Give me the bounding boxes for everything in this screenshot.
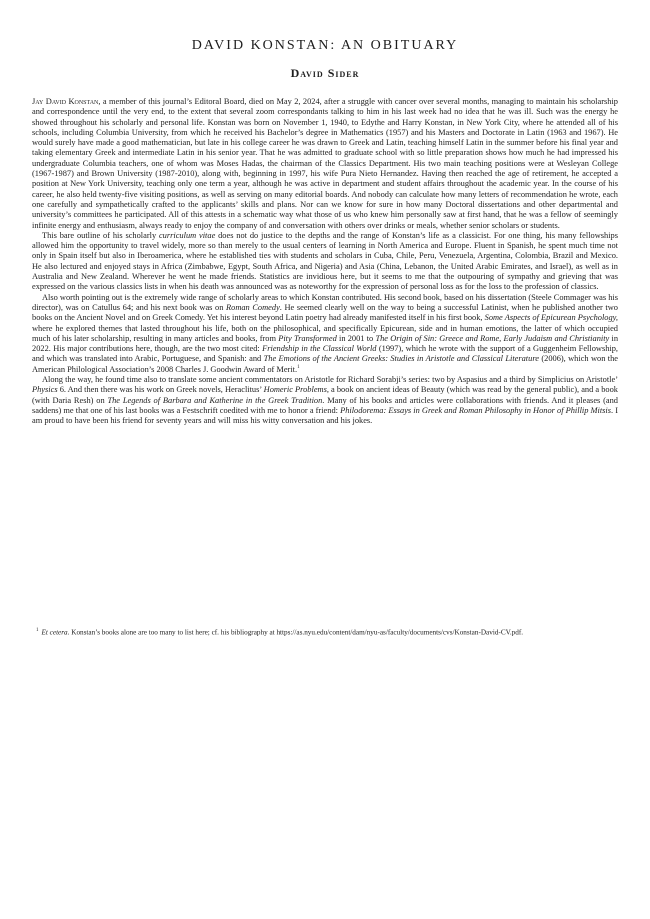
italic-segment: Some Aspects of Epicurean Psychology, [484, 313, 618, 323]
text-segment: where he explored themes that lasted throughout his life, both on the philosophical, and specifically Epicurean, side and in human emotions, the latter of which occupied much of his later scholarship, resulting in many articles and books, from [32, 323, 618, 343]
footnote-mark: 1 [36, 628, 39, 633]
text-segment: does not do justice to the depths and the range of Konstan’s life as a classicist. For one thing, his many fellowships allowed him the opportunity to travel widely, more so than merely to the usual centers of learning in North America and Europe. Fluent in Spanish, he spent much time not only in Spain itself but also in Iberoamerica, where he established ties with students and scholars in Cuba, Chile, Peru, Venezuela, Argentina, Colombia, Brazil and Mexico. He also lectured and enjoyed stays in Africa (Zimbabwe, Egypt, South Africa, and Nigeria) and Asia (China, Lebanon, the United Arabic Emirates, and Israel), as well as in Australia and New Zealand. Wherever he went he made friends. Statistics are invidious here, but it seems to me that the outpouring of sympathy and grieving that was expressed on the various classics lists in when his death was announced was as noteworthy for the expression of personal loss as for the loss to the profession of classics. [32, 230, 618, 292]
footnote-italic: Et cetera [41, 628, 68, 637]
italic-segment: Physics [32, 385, 58, 395]
footnote [32, 626, 618, 637]
article-body [32, 97, 618, 427]
paragraph-4 [32, 375, 618, 426]
italic-segment: The Legends of Barbara and Katherine in the Greek Tradition [107, 395, 323, 405]
text-segment: Along the way, he found time also to translate some ancient commentators on Aristotle for Richard Sorabji’s series: two by Aspasius and a third by Simplicius on Aristotle’ [42, 375, 618, 385]
text-segment: . He seemed clearly well on the way to being a successful Latinist, when he published another two books on the Ancient Novel and on Greek Comedy. Yet his interest beyond Latin poetry had already manifested itself in his first book, [32, 302, 618, 323]
footnote-reference[interactable]: 1 [297, 364, 300, 370]
paragraph-3 [32, 293, 618, 375]
footnote-text[interactable]: . Konstan’s books alone are too many to list here; cf. his bibliography at https://as.nyu.edu/content/dam/nyu-as/faculty/documents/cvs/Konstan-David-CV.pdf. [67, 628, 524, 637]
text-segment: . I am proud to have been his friend for seventy years and will miss his witty conversation and his jokes. [32, 405, 618, 426]
text-segment: in 2001 to [336, 333, 376, 343]
article-author: David Sider [290, 66, 360, 80]
lead-name: Jay David Konstan [32, 97, 99, 106]
italic-segment: Pity Transformed [278, 333, 337, 343]
italic-segment: Homeric Problems [263, 385, 327, 395]
text-segment: Also worth pointing out is the extremely wide range of scholarly areas to which Konstan contributed. His second book, based on his dissertation (Steele Commager was his director), was on Catullus 64; and his next book was on [32, 292, 618, 312]
italic-segment: curriculum vitae [158, 230, 216, 240]
text-segment: . Many of his books and articles were collaborations with friends. And it pleases (and saddens) me that one of his last books was a Festschrift coedited with me to honor a friend: [32, 395, 618, 415]
italic-segment: The Emotions of the Ancient Greeks: Studies in Aristotle and Classical Literature [263, 354, 539, 364]
text-segment: in 2022. His major contributions here, though, are the two most cited: [32, 333, 619, 354]
article-title: DAVID KONSTAN: AN OBITUARY [191, 38, 459, 53]
italic-segment: Philodorema: Essays in Greek and Roman Philosophy in Honor of Phillip Mitsis [340, 405, 611, 415]
paragraph-2 [32, 231, 618, 293]
italic-segment: Roman Comedy [226, 302, 280, 312]
paragraph-text: , a member of this journal’s Editoral Board, died on May 2, 2024, after a struggle with cancer over several months, managing to maintain his scholarship and correspondence until the very end, to the extent that several zoom correspondants talking to him in his last week had no idea that he was ill. Such was the energy he showed throughout his scholarly and personal life. Konstan was born on November 1, 1940, to Edythe and Harry Konstan, in New York City, where he attended all of his schools, including Columbia University, from which he received his Bachelor’s degree in Mathematics (1957) and his Masters and Doctorate in Latin (1963 and 1967). He would surely have made a good mathematician, but late in his college career he was drawn to Greek and Latin, teaching himself Latin in the summer before his final year and taking elementary Greek and intermediate Latin in his senior year. That he was admitted to graduate school with so little preparation shows how much he had impressed his undergraduate Columbia teachers, one of whom was Moses Hadas, the chairman of the Classics Department. His two main teaching positions were at Wesleyan College (1967-1987) and Brown University (1987-2010), along with, beginning in 1997, his wife Pura Nieto Hernandez. Having then reached the age of retirement, he accepted a position at New York University, teaching only one term a year, although he was active in department and student affairs throughout the academic year. In the course of his career, he also held twenty-five visiting positions, as well as serving on many editorial boards. And nobody can calculate how many letters of recommendation he wrote, each one carefully and sympathetically crafted to the applicants’ skills and plans. Nor can we know for sure in how many Doctoral dissertations and other departmental and university’s committees he participated. All of this attests in a schematic way what those of us who knew him personally saw at first hand, that he was a fellow of seemingly infinite energy and enthusiasm, always ready to enjoy the company of and conversation with others over drinks or meals, whether senior scholars or students. [32, 97, 618, 230]
italic-segment: Friendship in the Classical World [262, 344, 377, 354]
text-segment: This bare outline of his scholarly [42, 230, 159, 240]
italic-segment: The Origin of Sin: Greece and Rome, Early Judaism and Christianity [375, 333, 610, 343]
text-segment: 6. And then there was his work on Greek novels, Heraclitus’ [57, 385, 264, 395]
paragraph-1 [32, 97, 618, 231]
text-segment: , a book on ancient ideas of Beauty (which was read by the general public), and a book (with Daria Resh) on [32, 385, 618, 405]
text-segment: (1997), which he wrote with the support of a Guggenheim Fellowship, and which was translated into Arabic, Portuguese, and Spanish: and [32, 344, 618, 364]
text-segment: (2006), which won the American Philological Association’s 2008 Charles J. Goodwin Award of Merit. [32, 354, 618, 374]
